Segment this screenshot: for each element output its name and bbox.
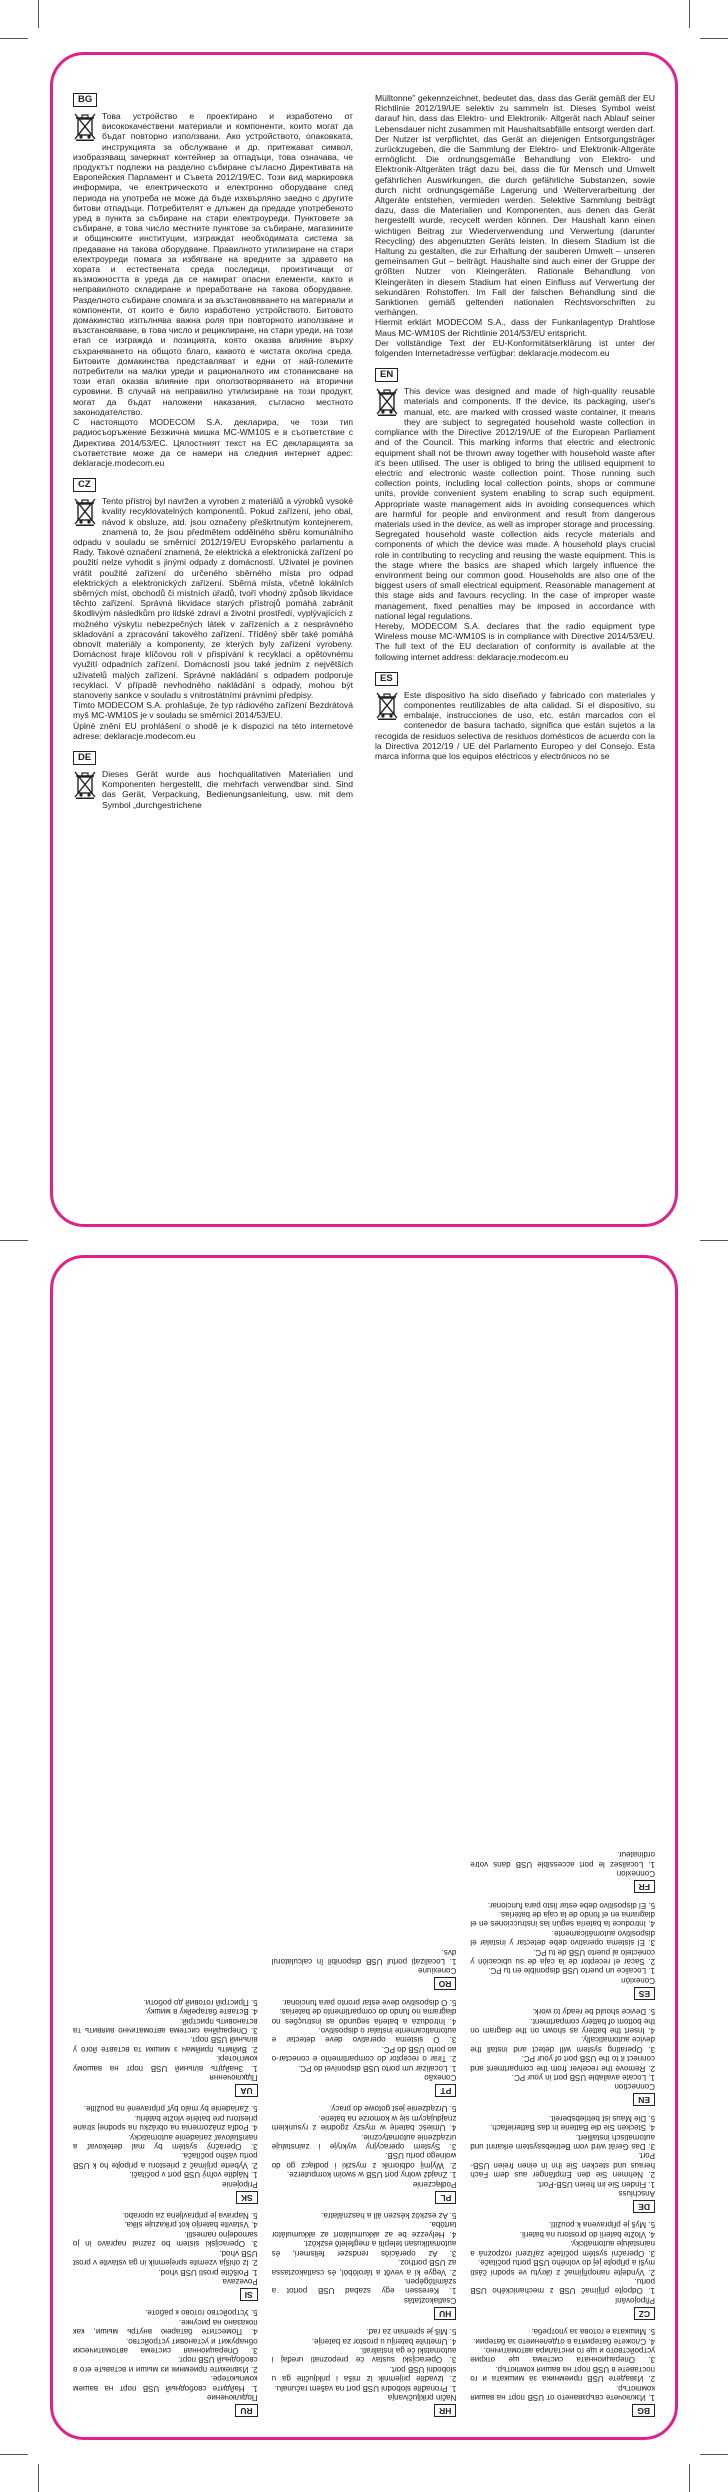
instruction-line: 2. Iz ohišja vzemite sprejemnik in ga vstavite v prost USB vhod. (72, 2248, 258, 2268)
language-section (272, 1947, 457, 1990)
crop-mark (38, 2464, 39, 2492)
bottom-column (470, 1278, 655, 2417)
instruction-line: 2. Izvadite prijemnik iz miša i priključite ga u slobodni USB port. (271, 2364, 457, 2384)
instruction-line: Conexão (424, 2073, 457, 2083)
bottom-leaflet-panel (50, 1255, 678, 2440)
crop-mark (700, 2454, 728, 2455)
crossed-bin-icon (73, 496, 97, 526)
bottom-text-columns (73, 1278, 655, 2417)
instruction-line: 5. El dispositivo debe estar listo para funcionar. (487, 1900, 655, 1910)
instruction-line: 3. Операційна система автоматично виявить та встановить пристрій. (72, 2016, 258, 2035)
language-tag: RU (235, 2404, 257, 2417)
instruction-line: 2. Nehmen Sie den Empfänger aus dem Fach heraus und stecken Sie ihn in einen freien USB-Port. (470, 2151, 655, 2180)
instruction-line: 2. Wyjmij odbiornik z myszki i podłącz go do wolnego portu USB. (271, 2151, 457, 2170)
language-tag: SI (240, 2288, 258, 2301)
instruction-line: 1. Keressen egy szabad USB portot a számítógépen. (271, 2276, 457, 2296)
instruction-line: 3. Операционната система ще открие устройството и ще го инсталира автоматично. (470, 2345, 655, 2365)
instruction-line: 5. Die Maus ist betriebsbereit. (549, 2113, 655, 2123)
instruction-line: 1. Localizați portul USB disponibil în calculatorul dvs. (271, 1947, 457, 1966)
instruction-line: 4. Vstavite baterijo kot prikazuje slika. (124, 2220, 258, 2230)
instruction-line: 4. Introduza a bateria segundo as instruções no diagrama no fundo do compartimento de baterias. (271, 2007, 457, 2026)
language-section (470, 2327, 655, 2417)
instruction-line: 5. Device should be ready to work. (532, 2007, 655, 2017)
instruction-line: 4. Вставте батарейку в мишку. (145, 2007, 258, 2017)
instruction-line: 4. Vložte baterii do prostoru na baterii. (519, 2229, 655, 2239)
instruction-line: Conexión (621, 1975, 655, 1985)
crop-mark (700, 1240, 728, 1241)
language-section (73, 751, 353, 810)
language-section (272, 2211, 457, 2320)
crop-mark (0, 2454, 28, 2455)
language-section (470, 2007, 655, 2107)
instruction-line: 5. Устройство готово к работе. (145, 2308, 258, 2318)
language-tag: DE (73, 751, 96, 765)
instruction-line: 1. Odpojte přijímač USB z mechanického USB portu. (470, 2276, 655, 2296)
instruction-line: 3. El sistema operativo debe detectar y instalar el dispositivo automáticamente. (470, 1928, 655, 1948)
instruction-line: 1. Изключете свързването от USB порт на вашия компютър. (470, 2383, 655, 2402)
language-section (375, 93, 655, 358)
language-tag: HU (434, 2307, 456, 2320)
instruction-line: 1. Poiščite prosti USB vhod. (158, 2267, 258, 2277)
instruction-line: 1. Localisez le port accessible USB dans votre ordinateur. (470, 1850, 655, 1869)
language-section (272, 2327, 457, 2417)
crop-mark (700, 38, 728, 39)
instruction-line: 1. Localizar um porto USB disponível do PC. (298, 2063, 457, 2073)
instruction-line: 5. Az eszköz készen áll a használatra. (321, 2211, 457, 2221)
instruction-line: 3. O sistema operativo deve detectar e automaticamente instalar o dispositivo. (271, 2026, 457, 2045)
language-section (73, 2104, 258, 2204)
top-column (375, 93, 655, 1204)
rotated-instructions (73, 1278, 655, 2417)
instruction-line: 3. System operacyjny wykryje i zainstaluje urządzenie automatycznie. (271, 2132, 457, 2152)
crop-mark (689, 0, 690, 28)
section-paragraph: Úplné znění EU prohlášení o shodě je k dispozici na této internetové adrese: deklaracje.modecom.eu (73, 720, 353, 741)
language-section (375, 368, 655, 661)
bottom-column (73, 1278, 258, 2417)
crossed-bin-icon (73, 769, 97, 799)
language-section (470, 1850, 655, 1893)
crop-mark (689, 2464, 690, 2492)
language-tag: BG (632, 2404, 655, 2417)
section-paragraph: Der vollständige Text der EU-Konformitätserklärung ist unter der folgenden Internetadresse verfügbar: deklaracje.modecom.eu (375, 337, 655, 359)
instruction-line: 4. Поместите батарею внутрь мыши, как показано на рисунке. (72, 2317, 258, 2337)
instruction-line: 5. O dispositivo deve estar pronto para funcionar. (282, 1997, 457, 2007)
top-text-columns (73, 93, 655, 1204)
instruction-line: Način priključivanja (387, 2393, 457, 2402)
language-tag: HR (434, 2404, 456, 2417)
instruction-line: 3. Операционная система автоматически обнаружит и установит устройство. (72, 2336, 258, 2355)
crop-mark (0, 1240, 28, 1241)
instruction-line: 2. Remove the receiver from the compartment and connect it to the USB port of your PC. (470, 2054, 655, 2073)
crossed-bin-icon (73, 111, 97, 141)
section-paragraph: Tento přístroj byl navržen a vyroben z materiálů a výrobků vysoké kvality recyklovatelných komponentů. Pokud zařízení, jeho obal, návod k obsluze, atd. jsou označeny přeškrtnutým kontejnerem, znamená to, že jsou předmětem oddělného sběru komunálního odpadu v souladu se směrnicí 2012/19/EU Evropského parlamentu a Rady. Takové označení znamená, že elektrická a elektronická zařízení po použití nelze vyhodit s jinými odpady z domácností. Uživatel je povinen vrátit použité zařízení do určeného sběrného místa pro odpad elektrických a elektronických zařízení. Sběrná místa, včetně lokálních sběrných míst, obchodů či místních úřadů, tvoří vhodný způsob likvidace těchto zařízení. Správná likvidace starých přístrojů pomáhá zabránit škodlivým následkům pro lidské zdraví a životní prostředí, vyplývajících z možného výskytu nebezpečných látek v zařízeních a z nesprávného skladování a zpracování takového zařízení. Tříděný sběr také pomáhá obnovit materiály a komponenty, ze kterých byly zařízení vyrobeny. Domácnost hraje klíčovou roli v přispívání k recyklaci a opětovnému využití odpadních zařízení. Domácnosti jsou také jedním z největších uživatelů malých zařízení. Správné nakládání s odpadem podporuje recyklaci. V případě nevhodného nakládání s odpady, mohou být stanoveny sankce v souladu s vnitrostátními právními předpisy. (73, 496, 353, 700)
section-paragraph: Este dispositivo ha sido diseñado y fabricado con materiales y componentes reutilizables de alta calidad. Si el dispositivo, su embalaje, instrucciones de uso, etc. están marcados con el contenedor de basura tachado, significa que están sujetos a la recogida de residuos selectiva de residuos domésticos de acuerdo con la la Directiva 2012/19 / UE del Parlamento Europeo y del Consejo. Esta marca informa que los equipos eléctricos y electrónicos no se (375, 689, 655, 761)
instruction-line: 4. Stecken Sie die Batterie in das Batteriefach. (490, 2123, 655, 2133)
language-tag: EN (375, 368, 398, 382)
instruction-line: Connexion (616, 1869, 655, 1879)
section-paragraph: Dieses Gerät wurde aus hochqualitativen Materialien und Komponenten hergestellt, die mehrfach verwendbar sind. Sind das Gerät, Verpackung, Bedienungsanleitung, usw. mit dem Symbol „durchgestrichene (102, 768, 353, 810)
language-section (73, 1997, 258, 2097)
instruction-line: 4. Helyezze be az akkumulátort az akkumulátor tartóba. (271, 2220, 457, 2239)
language-tag: PL (435, 2191, 456, 2204)
instruction-line: 1. Finden Sie im freien USB-Port. (536, 2179, 655, 2189)
instruction-line: 5. Пристрій готовий до роботи. (143, 1997, 258, 2007)
language-section (73, 478, 353, 741)
instruction-line: 5. Zariadenie by malo byť pripravené na použitie. (83, 2104, 258, 2114)
instruction-line: 4. Umetnite bateriju u prostor za baterije. (311, 2336, 457, 2346)
section-paragraph: Hiermit erklärt MODECOM S.A., dass der Funkanlagentyp Drahtlose Maus MC-WM10S der Richtlinie 2014/53/EU entspricht. (375, 317, 655, 338)
section-paragraph: This device was designed and made of high-quality reusable materials and components. If the device, its packaging, user's manual, etc. are marked with crossed waste container, it means they are subject to segregated household waste collection in compliance with the Directive 2012/19/UE of the European Parliament and of the Council. This marking informs that electric and electronic equipment shall not be thrown away together with household waste after it's been utilised. The user is obliged to bring the utilised equipment to electric and electronic waste collection point. Those running such collection points, including local collection points, shops or commune units, provide convenient system enabling to scrap such equipment. Appropriate waste management aids in avoiding consequences which are harmful for people and environment and result from dangerous materials used in the device, as well as improper storage and processing. Segregated household waste collection aids recycle materials and components of which the device was made. A household plays crucial role in contributing to recycling and reusing the waste equipment. This is the stage where the basics are shaped which largely influence the environment being our common good. Households are also one of the biggest users of small electrical equipment. Reasonable management at this stage aids and favours recycling. In the case of improper waste management, fixed penalties may be imposed in accordance with national legal regulations. (375, 386, 655, 621)
section-paragraph: Mülltonne" gekennzeichnet, bedeutet das, dass das Gerät gemäß der EU Richtlinie 2012/19/UE selektiv zu sammeln ist. Dieses Symbol weist darauf hin, dass das Elektro- und Elektronik- Altgerät nach Ablauf seiner Lebensdauer nicht zusammen mit Haushaltsabfälle entsorgt werden darf. Der Nutzer ist verpflichtet, das Gerät an diejenigen Entsorgungsträger zurückzugeben, die die Sammlung der Elektro- und Elektronik-Altgeräte ermöglicht. Die ordnungsgemäße Behandlung von Elektro- und Elektronik-Altgeräten trägt dazu bei, dass die für Mensch und Umwelt gefährlichen Auswirkungen, die durch gefährliche Substanzen, sowie durch nicht ordnungsgemäße Lagerung und Weiterverarbeitung der Altgeräte entstehen, vermieden werden. Selektive Sammlung beiträgt dazu, dass die Materialien und Komponenten, aus denen das Gerät hergestellt wurde, recycelt werden können. Der Haushalt kann einen wichtigen Beitrag zur Wiederverwendung und Verwertung (darunter Recycling) des abgenutzten Geräts leisten. In diesem Stadium ist die Haltung zu gestalten, die zur Erhaltung der sauberen Umwelt – unseren gemeinsamen Gut – beiträgt. Haushalte sind auch einer der Gruppe der größten Nutzer von Kleingeräten. Rationale Behandlung von Kleingeräten in diesem Stadium hat einen Einfluss auf Verwertung der sekundären Rohstoffen. Im Fall der falschen Behandlung sind die Sanktionen gemäß geltenden nationalen Rechtsvorschriften zu verhängen. (375, 93, 655, 318)
instruction-line: 2. Извлеките приемник из мыши и вставьте его в свободный USB порт. (72, 2355, 258, 2374)
section-paragraph: Hereby, MODECOM S.A. declares that the radio equipment type Wireless mouse MC-WM10S is in compliance with Directive 2014/53/EU. The full text of the EU declaration of conformity is available at the following internet address: deklaracje.modecom.eu (375, 620, 655, 662)
language-section (73, 2308, 258, 2417)
language-tag: CZ (634, 2307, 655, 2320)
language-section (470, 2113, 655, 2213)
instruction-line: 2. Вийміть приймач з мишки та вставте його у вільний USB порт. (72, 2035, 258, 2054)
language-section (73, 93, 353, 468)
instruction-line: Connection (614, 2082, 655, 2092)
instruction-line: 5. Мишката е готова за употреба. (531, 2327, 655, 2337)
section-paragraph: С настоящото MODECOM S.A. декларира, че този тип радиосъоръжение Безжична мишка MC-WM10S е в съответствие с Директива 2014/53/ЕС. Цялостният текст на ЕС декларацията за съответствие може да се намери на следния интернет адрес: deklaracje.modecom.eu (73, 417, 353, 468)
instruction-line: 4. Insert the battery as shown on the diagram on the bottom of battery compartment. (470, 2016, 655, 2035)
language-tag: DE (633, 2200, 655, 2213)
language-tag: FR (634, 1880, 655, 1893)
instruction-line: 1. Найдите свободный USB порт на вашем компьютере. (72, 2374, 258, 2393)
instruction-line: Підключення (209, 2073, 258, 2083)
instruction-line: 2. Vyndejte nanopřijímač z úkrytu ve spodní části myši a připojte jej do volného USB portu počítače. (470, 2258, 655, 2277)
language-section (73, 2211, 258, 2301)
language-tag: ES (634, 1987, 655, 2000)
bottom-column (272, 1278, 457, 2417)
language-tag: UA (235, 2084, 257, 2097)
instruction-line: 1. Знайдіть вільний USB порт на вашому комп'ютері. (72, 2054, 258, 2073)
language-section (470, 1900, 655, 2000)
section-paragraph: Това устройство е проектирано и изработено от висококачествени материали и компоненти, които могат да бъдат повторно използвани. Ако устройството, опаковката, инструкцията за обслужване и др. притежават символ, изобразяващ зачеркнат контейнер за отпадъци, това означава, че продуктът подлежи на разделно събиране съгласно Директивата на Европейския Парламент и Съвета 2012/19/ЕС. Този вид маркировка информира, че електрическото и електронно оборудване след периода на употреба не може да бъде изхвърляно заедно с другите битови отпадъци. Потребителят е длъжен да предаде употребеното уред в пункта за събиране на стари електроуреди. Пунктовете за събиране, в това число местните пунктове за събиране, магазините и общинските институции, изграждат необходимата система за предаване на такова оборудване. Правилното утилизиране на стари електроуреди помага за избягване на вредните за здравето на хората и естествената среда последици, произтичащи от възможността в уреда да се намират опасни елементи, както и неправилното складиране и преработване на такова оборудване. Разделното събиране спомага и за възстановяването на материали и компоненти, от които е било изработено устройството. Битовото домакинство изпълнява важна роля при повторното използване и възстановяване, в това число и рециклиране, на стари уреди, на този етап се изгражда и позицията, която оказва влияние върху съхраняването на общото благо, каквото е чистата околна среда. Битовите домакинства представляват и едни от най-големите потребители на малки уреди и рационалното им стопанисване на този етап оказва влияние при оползотворяването на вторични суровини. В случай на неправилно утилизиране на този продукт, могат да бъдат наложени наказания, съгласно местното законодателство. (73, 111, 353, 417)
language-tag: RO (434, 1977, 457, 1990)
instruction-line: 5. Naprava je pripravljena za uporabo. (122, 2211, 258, 2221)
instruction-line: 5. Urządzenie jest gotowe do pracy. (329, 2104, 457, 2114)
instruction-line: 3. Az operációs rendszer felismeri, és automatikusan telepíti a megfelelő eszközt. (271, 2239, 457, 2258)
language-tag: BG (73, 93, 97, 107)
language-section (272, 1997, 457, 2097)
instruction-line: 3. Operačný systém by mal detekovať a nainštalovať zariadenie automaticky. (72, 2132, 258, 2152)
instruction-line: 2. Извадете USB приемника за мишката и го поставете в USB порт на вашия компютър. (470, 2364, 655, 2384)
instruction-line: 4. Introduce la batería según las instrucciones en el diagrama en el fondo de la caja de baterías. (470, 1909, 655, 1929)
language-section (272, 2104, 457, 2204)
instruction-line: 3. Operating system will detect and install the device automatically. (470, 2035, 655, 2054)
instruction-line: 4. Umieść baterię w myszy zgodnie z rysunkiem znajdującym się w komorze na baterie. (271, 2113, 457, 2133)
instruction-line: 1. Locate available USB port in your PC. (511, 2073, 655, 2083)
instruction-line: 1. Pronađite slobodni USB port na vašem računalu. (274, 2383, 457, 2393)
top-column (73, 93, 353, 1204)
top-leaflet-panel (50, 52, 678, 1227)
instruction-line: 2. Sacar el receptor de la caja de su ubicación y conéctelo al puerto USB de tu PC. (470, 1947, 655, 1966)
instruction-line: 2. Vyberte prijímač z priestoru a pripojte ho k USB portu vášho počítača. (72, 2151, 258, 2170)
instruction-line: Podłączenie (412, 2179, 457, 2189)
crop-mark (38, 0, 39, 28)
instruction-line: 3. Das Gerät wird vom Betriebssystem erkannt und automatisch installiert. (470, 2132, 655, 2152)
instruction-line: 3. Operacijski sistem bo zaznal napravo in jo samodejno namestil. (72, 2229, 258, 2249)
instruction-line: 2. Vegye ki a vevőt a tárolóból, és csatlakoztassa az USB porthoz. (271, 2258, 457, 2277)
section-paragraph: Tímto MODECOM S.A. prohlašuje, že typ rádiového zařízení Bezdrátová myš MC-WM10S je v souladu se směrnicí 2014/53/EU. (73, 700, 353, 721)
instruction-line: Подключение (206, 2393, 258, 2402)
language-tag: ES (375, 672, 398, 686)
instruction-line: Pripojenie (222, 2179, 258, 2189)
instruction-line: 1. Znajdź wolny port USB w swoim komputerze. (286, 2170, 457, 2180)
language-section (470, 2220, 655, 2320)
instruction-line: 5. Miš je spreman za rad. (366, 2327, 457, 2337)
instruction-line: 3. Operacijski sustav će prepoznati uređaj i automatski će ga instalirati. (271, 2345, 457, 2365)
instruction-line: Conexiune (418, 1966, 457, 1976)
instruction-line: 1. Localice un puerto USB disponible en tu PC. (488, 1966, 655, 1976)
language-tag: CZ (73, 478, 96, 492)
instruction-line: Csatlakoztatás (403, 2295, 457, 2305)
instruction-line: Povezava (222, 2276, 258, 2286)
language-tag: PT (435, 2084, 456, 2097)
instruction-line: 1. Nájdite voľný USB port v počítači. (129, 2170, 258, 2180)
instruction-line: 4. Сложете батерията в отделението за батерии. (473, 2336, 655, 2346)
instruction-line: 4. Podľa znázornenia na obrázku na spodnej strane priestoru pre batérie vložte batériu. (72, 2113, 258, 2133)
crossed-bin-icon (375, 690, 399, 720)
language-section (375, 672, 655, 761)
language-tag: SK (236, 2191, 258, 2204)
instruction-line: 2. Tirar o receptor do compartimento e conectar-o ao porto USB do PC. (271, 2044, 457, 2064)
crossed-bin-icon (375, 386, 399, 416)
instruction-line: 3. Operační systém počítače zařízení rozpozná a nainstaluje automaticky. (470, 2239, 655, 2258)
instruction-line: 5. Myš je připravena k použití. (548, 2220, 655, 2230)
instruction-line: Anschluss (618, 2189, 655, 2199)
crop-mark (0, 38, 28, 39)
language-tag: EN (633, 2093, 655, 2106)
instruction-line: Připojování (614, 2295, 655, 2305)
